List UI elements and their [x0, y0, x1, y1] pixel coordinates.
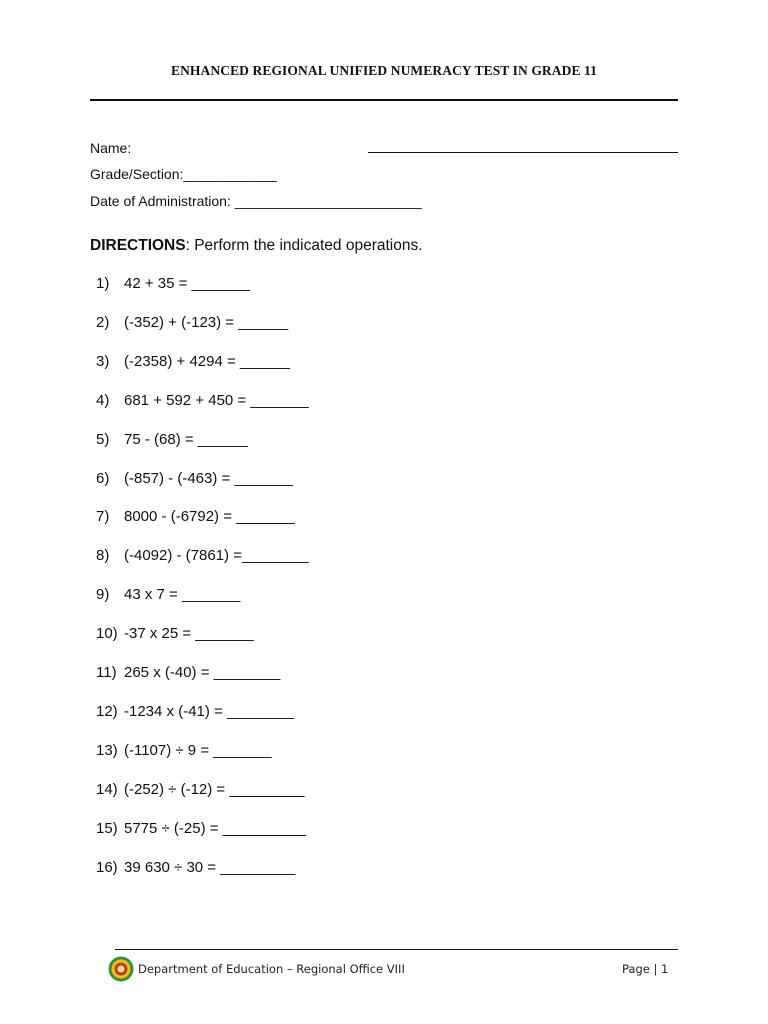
question-text: -1234 x (-41) = ________ — [124, 702, 294, 720]
name-label: Name: — [90, 140, 132, 156]
question-item — [96, 352, 290, 372]
question-text: (-252) ÷ (-12) = _________ — [124, 780, 305, 798]
deped-seal-icon — [108, 956, 134, 982]
question-number: 13) — [96, 741, 118, 759]
question-text: 39 630 ÷ 30 = _________ — [124, 858, 296, 876]
question-item — [96, 702, 294, 722]
name-blank-line — [368, 152, 678, 153]
question-item — [96, 858, 295, 878]
question-number: 12) — [96, 702, 118, 720]
question-number: 4) — [96, 391, 110, 409]
question-number: 14) — [96, 780, 118, 798]
question-item — [96, 819, 306, 839]
question-item — [96, 624, 254, 644]
footer-office: Department of Education – Regional Office VIII — [138, 962, 405, 976]
footer-divider — [115, 949, 678, 950]
question-text: (-2358) + 4294 = ______ — [124, 352, 290, 370]
question-text: 43 x 7 = _______ — [124, 586, 241, 604]
question-number: 3) — [96, 352, 110, 370]
footer-page-number: Page | 1 — [622, 962, 669, 976]
question-number: 5) — [96, 430, 110, 448]
grade-section-field: Grade/Section:____________ — [90, 166, 277, 182]
question-number: 6) — [96, 469, 110, 487]
question-text: 5775 ÷ (-25) = __________ — [124, 819, 307, 837]
document-title: ENHANCED REGIONAL UNIFIED NUMERACY TEST IN GRADE 11 — [170, 63, 598, 78]
question-item — [96, 546, 309, 566]
question-text: 681 + 592 + 450 = _______ — [124, 391, 309, 409]
question-text: -37 x 25 = _______ — [124, 625, 254, 643]
directions-text: : Perform the indicated operations. — [185, 237, 423, 254]
question-text: 75 - (68) = ______ — [124, 430, 248, 448]
question-item — [96, 469, 293, 489]
question-text: (-1107) ÷ 9 = _______ — [124, 741, 272, 759]
question-item — [96, 741, 272, 761]
question-number: 8) — [96, 547, 110, 565]
question-text: 42 + 35 = _______ — [124, 275, 250, 292]
question-item — [96, 430, 248, 450]
question-item — [96, 274, 250, 294]
question-number: 10) — [96, 625, 118, 643]
question-number: 11) — [96, 664, 117, 681]
title-divider — [90, 99, 678, 101]
question-number: 2) — [96, 313, 110, 331]
question-text: (-857) - (-463) = _______ — [124, 469, 293, 487]
question-text: 265 x (-40) = ________ — [124, 664, 281, 681]
question-item — [96, 780, 304, 800]
question-number: 1) — [96, 275, 110, 292]
question-text: 8000 - (-6792) = _______ — [124, 508, 295, 526]
date-administration-field: Date of Administration: ________________________ — [90, 193, 422, 209]
question-number: 7) — [96, 508, 110, 526]
question-item — [96, 585, 240, 605]
question-number: 9) — [96, 586, 110, 604]
directions-label: DIRECTIONS — [90, 237, 186, 254]
question-number: 16) — [96, 858, 118, 876]
question-number: 15) — [96, 819, 118, 837]
directions — [90, 236, 423, 256]
question-text: (-4092) - (7861) =________ — [124, 547, 309, 565]
question-item — [96, 507, 295, 527]
question-item — [96, 391, 309, 411]
question-text: (-352) + (-123) = ______ — [124, 313, 289, 331]
question-item — [96, 663, 280, 683]
question-item — [96, 313, 288, 333]
